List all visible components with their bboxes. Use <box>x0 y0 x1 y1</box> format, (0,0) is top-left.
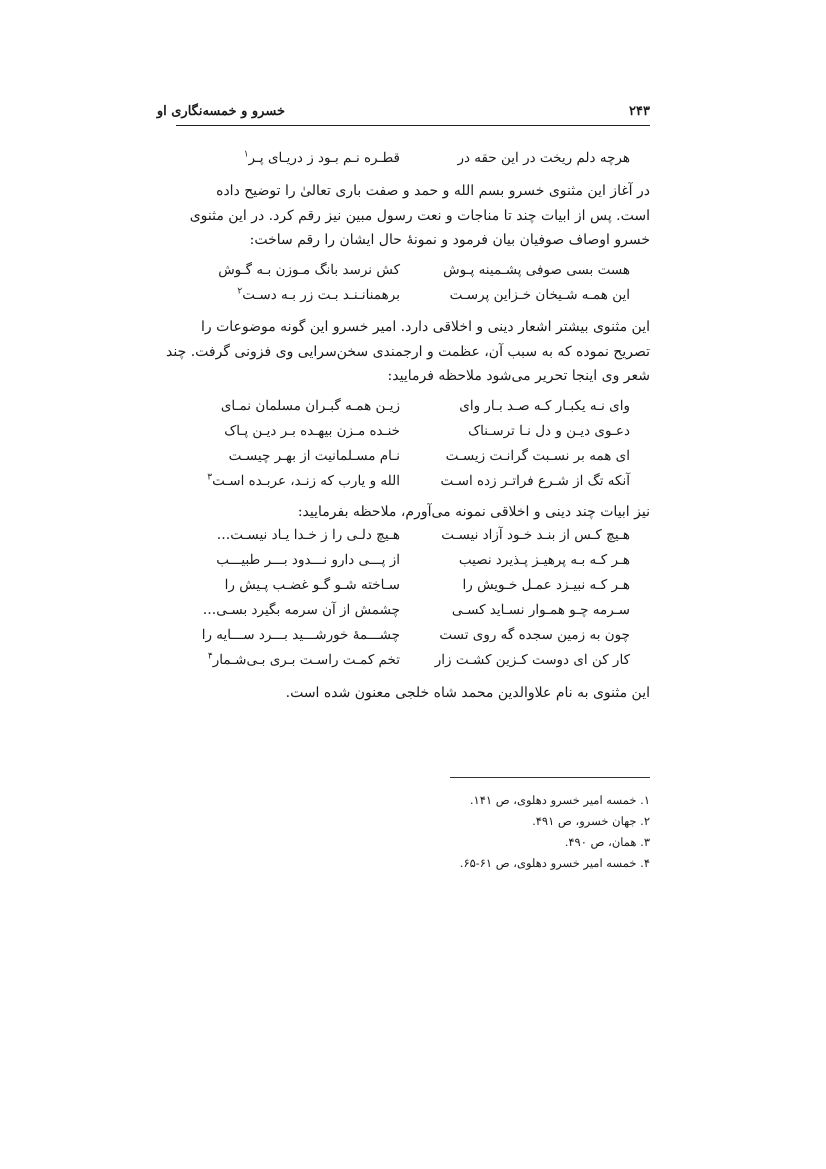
page-number: ۲۴۳ <box>629 104 650 119</box>
couplet-4-4-left: چشمش از آن سرمه بگیرد بسـی… <box>202 602 400 618</box>
footnote-2: ۲. جهان خسرو، ص ۴۹۱. <box>532 814 650 828</box>
couplet-4-1-left: هـیچ دلـی را ز خـدا یـاد نیسـت… <box>216 527 400 543</box>
couplet-1-right: هرچه دلم ریخت در این حقه در <box>457 150 630 166</box>
paragraph-1: در آغاز این مثنوی خسرو بسم الله و حمد و صفت باری تعالیٰ را توضیح داده است. پس از ابیات چند تا مناجات و نعت رسول مبین نیز رقم کرد. در این مثنوی خسرو اوصاف صوفیان بیان فرمود و نمونهٔ حال ایشان را رقم ساخت: <box>189 183 650 249</box>
couplet-3-2-left: خنـده مـزن بیهـده بـر دیـن پـاک <box>224 423 400 439</box>
couplet-3-4-left: الله و یارب که زنـد، عربـده اسـت$^۳$ <box>207 472 400 489</box>
couplet-4-1-right: هـیچ کـس از بنـد خـود آزاد نیسـت <box>441 527 630 543</box>
couplet-4-4-right: سـرمه چـو همـوار نسـاید کسـی <box>451 602 630 618</box>
paragraph-3: نیز ابیات چند دینی و اخلاقی نمونه می‌آورم، ملاحظه بفرمایید: <box>297 504 650 520</box>
running-title: خسرو و خمسه‌نگاری او <box>156 104 285 119</box>
couplet-2-2-right: این همـه شـیخان خـزاین پرسـت <box>449 287 630 303</box>
couplet-4-3-left: سـاخته شـو گـو غضـب پـیش را <box>224 577 400 593</box>
header-rule <box>176 125 650 126</box>
couplet-4-3-right: هـر کـه نبیـزد عمـل خـویش را <box>462 577 630 593</box>
couplet-3-1-left: زیـن همـه گبـران مسلمان نمـای <box>220 398 400 414</box>
couplet-2-1-left: کش نرسد بانگ مـوزن بـه گـوش <box>218 262 400 278</box>
couplet-3-3-left: نـام مسـلمانیت از بهـر چیسـت <box>228 448 400 464</box>
couplet-4-5-left: چشـــمهٔ خورشـــید بـــرد ســـایه را <box>201 627 400 643</box>
couplet-3-4-right: آنکه تگ از شـرع فراتـر زده اسـت <box>440 473 630 489</box>
couplet-4-6-right: کار کن ای دوست کـزین کشـت زار <box>434 652 630 668</box>
footnote-1: ۱. خمسه امیر خسرو دهلوی، ص ۱۴۱. <box>469 793 650 807</box>
closing-sentence: این مثنوی به نام علاوالدین محمد شاه خلجی معنون شده است. <box>285 685 650 701</box>
footnote-4: ۴. خمسه امیر خسرو دهلوی، ص ۶۱-۶۵. <box>459 856 650 870</box>
paragraph-2: این مثنوی بیشتر اشعار دینی و اخلاقی دارد. امیر خسرو این گونه موضوعات را تصریح نموده که به سبب آن، عظمت و ارجمندی سخن‌سرایی وی فزونی گرفت. چند شعر وی اینجا تحریر می‌شود ملاحظه فرمایید: <box>166 319 650 385</box>
footnote-rule <box>450 777 650 778</box>
couplet-3-3-right: ای همه بر نسـبت گرانـت زیسـت <box>445 448 630 464</box>
footnote-3: ۳. همان، ص ۴۹۰. <box>564 835 650 849</box>
couplet-3-2-right: دعـوی دیـن و دل نـا ترسـناک <box>468 423 630 439</box>
couplet-4-2-right: هـر کـه بـه پرهیـز پـذیرد نصیب <box>458 552 630 568</box>
couplet-4-2-left: از پـــی دارو نـــدود بـــر طبیـــب <box>216 552 400 568</box>
couplet-3-1-right: وای نـه یکبـار کـه صـد بـار وای <box>459 398 630 414</box>
couplet-2-2-left: برهمنانـنـد بـت زر بـه دسـت$^۲$ <box>237 286 400 303</box>
couplet-4-5-right: چون به زمین سجده گه روی تست <box>439 627 630 643</box>
couplet-2-1-right: هست بسی صوفی پشـمینه پـوش <box>443 262 630 278</box>
couplet-4-6-left: تخم کمـت راسـت بـری بـی‌شـمار$^۴$ <box>207 651 400 668</box>
couplet-1-left: قطـره نـم بـود ز دریـای پـر$^۱$ <box>243 149 400 166</box>
